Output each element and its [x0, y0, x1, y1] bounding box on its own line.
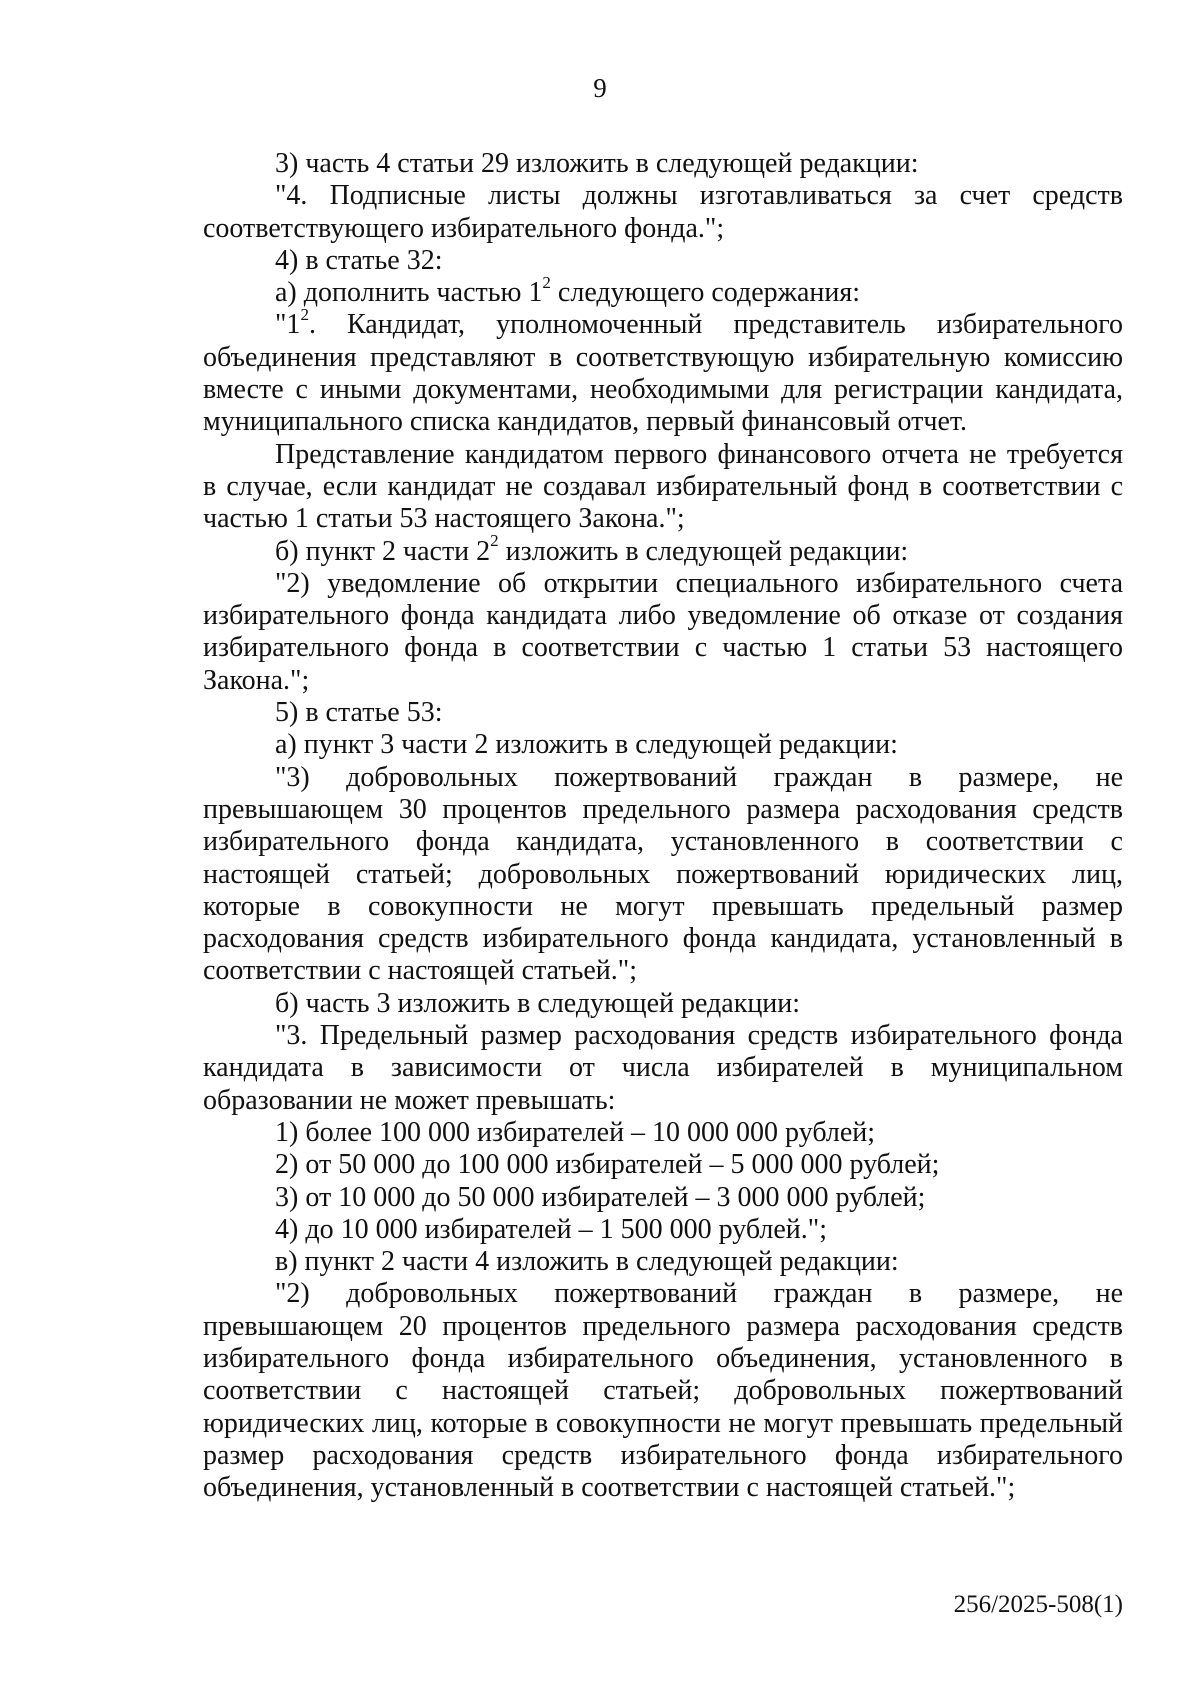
list-item: 4) до 10 000 избирателей – 1 500 000 рублей."; — [275, 1213, 828, 1245]
text-fragment: "1 — [275, 309, 301, 341]
paragraph: а) пункт 3 части 2 изложить в следующей редакции: — [275, 729, 898, 761]
paragraph: "2) уведомление об открытии специального избирательного счета избирательного фонда кандидата либо уведомление об отказе от создания избирательного фонда в соответствии с частью 1 статьи 53 настоящего Закона."; — [203, 567, 1123, 696]
text-fragment: . Кандидат, уполномоченный представитель избирательного объединения представляют в соответствующую избирательную комиссию вместе с иными документами, необходимыми для регистрации кандидата, муниципального списка кандидатов, первый финансовый отчет. — [203, 309, 1123, 438]
page-number: 9 — [593, 73, 607, 103]
superscript: 2 — [542, 272, 551, 292]
paragraph: 5) в статье 53: — [275, 697, 443, 729]
paragraph: 4) в статье 32: — [275, 244, 443, 276]
paragraph — [203, 305, 1123, 438]
text-fragment: следующего содержания: — [550, 277, 861, 309]
paragraph: б) часть 3 изложить в следующей редакции: — [275, 987, 801, 1019]
paragraph: "2) добровольных пожертвований граждан в размере, не превышающем 20 процентов предельного размера расходования средств избирательного фонда избирательного объединения, установленного в соответствии с настоящей статьей; добровольных пожертвований юридических лиц, которые в совокупности не могут превышать предельный размер расходования средств избирательного фонда избирательного объединения, установленный в соответствии с настоящей статьей."; — [203, 1278, 1123, 1504]
text-fragment: б) пункт 2 части 2 — [275, 535, 491, 567]
list-item: 3) от 10 000 до 50 000 избирателей – 3 000 000 рублей; — [275, 1181, 926, 1213]
paragraph: "3. Предельный размер расходования средств избирательного фонда кандидата в зависимости от числа избирателей в муниципальном образовании не может превышать: — [203, 1020, 1123, 1116]
document-body — [203, 148, 1123, 1504]
list-item: 2) от 50 000 до 100 000 избирателей – 5 000 000 рублей; — [275, 1149, 940, 1181]
superscript: 2 — [300, 305, 309, 325]
document-code: 256/2025-508(1) — [953, 1591, 1123, 1618]
text-fragment: изложить в следующей редакции: — [498, 535, 909, 567]
paragraph: 3) часть 4 статьи 29 изложить в следующей редакции: — [275, 148, 919, 179]
paragraph: "4. Подписные листы должны изготавливаться за счет средств соответствующего избирательного фонда."; — [203, 180, 1123, 244]
paragraph — [203, 531, 1123, 568]
paragraph: Представление кандидатом первого финансового отчета не требуется в случае, если кандидат не создавал избирательный фонд в соответствии с частью 1 статьи 53 настоящего Закона."; — [203, 438, 1123, 535]
paragraph: в) пункт 2 части 4 изложить в следующей редакции: — [275, 1246, 899, 1278]
paragraph — [203, 272, 1123, 309]
list-item: 1) более 100 000 избирателей – 10 000 000 рублей; — [275, 1116, 876, 1148]
text-fragment: а) дополнить частью 1 — [275, 277, 543, 309]
paragraph: "3) добровольных пожертвований граждан в размере, не превышающем 30 процентов предельного размера расходования средств избирательного фонда кандидата, установленного в соответствии с настоящей статьей; добровольных пожертвований юридических лиц, которые в совокупности не могут превышать предельный размер расходования средств избирательного фонда кандидата, установленный в соответствии с настоящей статьей."; — [203, 761, 1123, 987]
superscript: 2 — [490, 531, 499, 551]
